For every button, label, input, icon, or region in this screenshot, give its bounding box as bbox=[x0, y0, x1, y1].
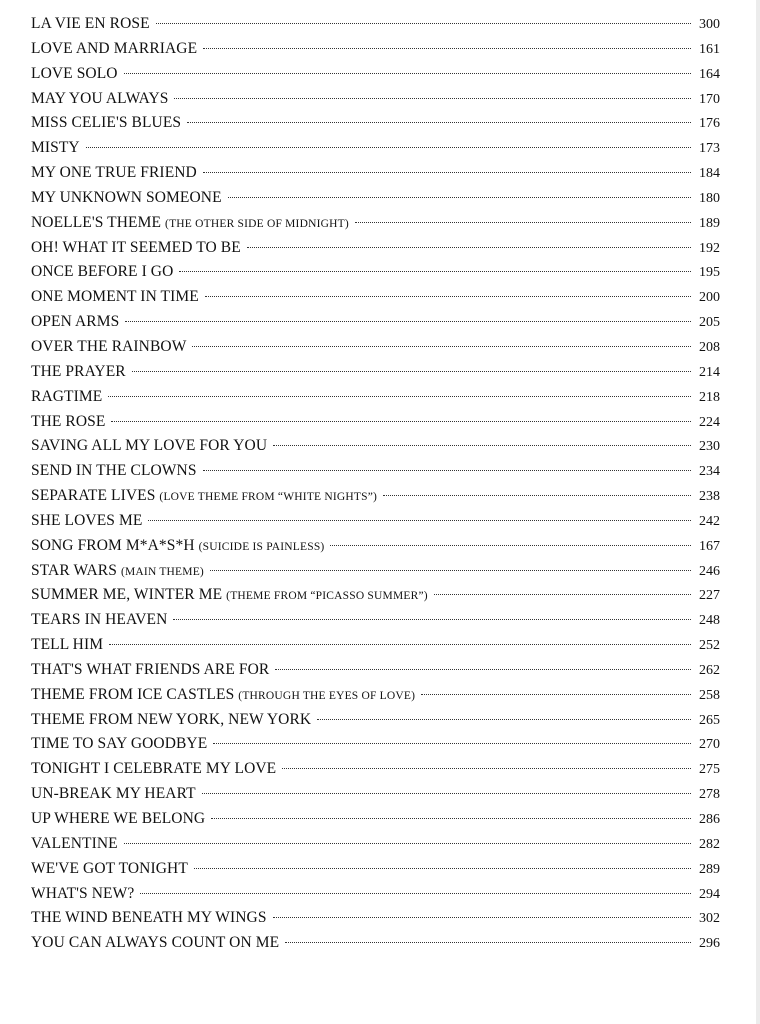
toc-entry bbox=[31, 211, 720, 236]
toc-entry bbox=[31, 161, 720, 186]
toc-entry bbox=[31, 708, 720, 733]
dot-leader bbox=[355, 222, 691, 223]
toc-entry bbox=[31, 807, 720, 832]
song-title bbox=[31, 459, 197, 484]
song-subtitle: (THEME FROM “PICASSO SUMMER”) bbox=[226, 590, 428, 603]
song-title-text: MAY YOU ALWAYS bbox=[31, 89, 169, 107]
song-title-text: THEME FROM NEW YORK, NEW YORK bbox=[31, 710, 312, 728]
song-title bbox=[31, 882, 134, 907]
song-subtitle: (SUICIDE IS PAINLESS) bbox=[198, 540, 325, 553]
dot-leader bbox=[273, 917, 691, 918]
page-number: 238 bbox=[699, 489, 720, 505]
song-title-text: ONCE BEFORE I GO bbox=[31, 263, 174, 281]
page-number: 278 bbox=[699, 787, 720, 803]
toc-entry bbox=[31, 310, 720, 335]
page-number: 167 bbox=[699, 538, 720, 554]
toc-entry bbox=[31, 335, 720, 360]
song-title bbox=[31, 285, 199, 310]
page-number: 192 bbox=[699, 240, 720, 256]
toc-entry bbox=[31, 434, 720, 459]
song-title-text: TEARS IN HEAVEN bbox=[31, 611, 168, 629]
page-number: 252 bbox=[699, 638, 720, 654]
page-number: 208 bbox=[699, 339, 720, 355]
page-number: 242 bbox=[699, 513, 720, 529]
song-title bbox=[31, 583, 428, 609]
song-title-text: NOELLE'S THEME bbox=[31, 213, 162, 231]
dot-leader bbox=[187, 122, 691, 123]
toc-entry bbox=[31, 658, 720, 683]
song-title-text: TIME TO SAY GOODBYE bbox=[31, 735, 208, 753]
page-number: 230 bbox=[699, 439, 720, 455]
song-subtitle: (LOVE THEME FROM “WHITE NIGHTS”) bbox=[159, 491, 378, 504]
page-number: 176 bbox=[699, 116, 720, 132]
song-title-text: SAVING ALL MY LOVE FOR YOU bbox=[31, 437, 268, 455]
song-title-text: SONG FROM M*A*S*H bbox=[31, 536, 195, 554]
song-title bbox=[31, 186, 222, 211]
song-title bbox=[31, 608, 167, 633]
dot-leader bbox=[202, 793, 691, 794]
song-title-text: SEPARATE LIVES bbox=[31, 487, 156, 505]
toc-entry bbox=[31, 459, 720, 484]
song-title-text: WE'VE GOT TONIGHT bbox=[31, 859, 188, 877]
toc-entry bbox=[31, 87, 720, 112]
song-title bbox=[31, 534, 324, 560]
song-subtitle: (THE OTHER SIDE OF MIDNIGHT) bbox=[165, 217, 349, 230]
song-title-text: YOU CAN ALWAYS COUNT ON ME bbox=[31, 934, 280, 952]
page-number: 246 bbox=[699, 563, 720, 579]
dot-leader bbox=[124, 843, 691, 844]
song-title-text: TELL HIM bbox=[31, 636, 104, 654]
dot-leader bbox=[210, 570, 691, 571]
page-number: 270 bbox=[699, 737, 720, 753]
toc-entry bbox=[31, 732, 720, 757]
dot-leader bbox=[228, 197, 691, 198]
dot-leader bbox=[205, 296, 691, 297]
song-title bbox=[31, 732, 207, 757]
song-title bbox=[31, 260, 173, 285]
song-title-text: LA VIE EN ROSE bbox=[31, 15, 150, 32]
page-number: 275 bbox=[699, 762, 720, 778]
song-title-text: MISTY bbox=[31, 139, 80, 157]
page-number: 248 bbox=[699, 613, 720, 629]
page-number: 258 bbox=[699, 687, 720, 703]
song-title bbox=[31, 931, 279, 956]
page-number: 262 bbox=[699, 662, 720, 678]
song-title bbox=[31, 857, 188, 882]
song-title bbox=[31, 509, 142, 534]
song-title bbox=[31, 484, 377, 510]
toc-entry bbox=[31, 410, 720, 435]
page-number: 214 bbox=[699, 364, 720, 380]
song-title-text: LOVE AND MARRIAGE bbox=[31, 39, 198, 57]
song-title bbox=[31, 807, 205, 832]
song-title bbox=[31, 708, 311, 733]
song-title bbox=[31, 385, 102, 410]
song-title-text: STAR WARS bbox=[31, 561, 117, 579]
song-title-text: THE ROSE bbox=[31, 412, 106, 430]
song-title bbox=[31, 683, 415, 709]
page-number: 205 bbox=[699, 315, 720, 331]
page-number: 282 bbox=[699, 836, 720, 852]
dot-leader bbox=[213, 743, 691, 744]
dot-leader bbox=[421, 694, 691, 695]
dot-leader bbox=[156, 23, 691, 24]
dot-leader bbox=[179, 271, 691, 272]
song-title-text: VALENTINE bbox=[31, 834, 118, 852]
toc-entry bbox=[31, 633, 720, 658]
song-title-text: THEME FROM ICE CASTLES bbox=[31, 685, 235, 703]
song-title bbox=[31, 633, 103, 658]
dot-leader bbox=[86, 147, 691, 148]
song-title-text: WHAT'S NEW? bbox=[31, 884, 135, 902]
song-title bbox=[31, 161, 197, 186]
song-title bbox=[31, 335, 186, 360]
dot-leader bbox=[203, 172, 691, 173]
toc-entry bbox=[31, 186, 720, 211]
page-number: 265 bbox=[699, 712, 720, 728]
dot-leader bbox=[275, 669, 691, 670]
song-title bbox=[31, 136, 80, 161]
page-number: 234 bbox=[699, 464, 720, 480]
song-title bbox=[31, 211, 349, 237]
dot-leader bbox=[140, 893, 691, 894]
song-title-text: THE WIND BENEATH MY WINGS bbox=[31, 909, 267, 927]
song-title bbox=[31, 12, 150, 37]
dot-leader bbox=[282, 768, 691, 769]
dot-leader bbox=[125, 321, 691, 322]
song-title-text: THAT'S WHAT FRIENDS ARE FOR bbox=[31, 660, 270, 678]
page-number: 218 bbox=[699, 389, 720, 405]
song-title bbox=[31, 906, 267, 931]
song-title-text: LOVE SOLO bbox=[31, 64, 118, 82]
toc-entry bbox=[31, 583, 720, 608]
page-number: 173 bbox=[699, 141, 720, 157]
song-title bbox=[31, 832, 118, 857]
toc-entry bbox=[31, 111, 720, 136]
page-number: 296 bbox=[699, 936, 720, 952]
page-number: 164 bbox=[699, 66, 720, 82]
dot-leader bbox=[173, 619, 691, 620]
song-title-text: ONE MOMENT IN TIME bbox=[31, 288, 199, 306]
song-subtitle: (THROUGH THE EYES OF LOVE) bbox=[238, 689, 416, 702]
page-number: 300 bbox=[699, 17, 720, 32]
dot-leader bbox=[203, 48, 691, 49]
song-title-text: OPEN ARMS bbox=[31, 313, 120, 331]
dot-leader bbox=[273, 445, 691, 446]
dot-leader bbox=[174, 98, 691, 99]
song-title-text: SEND IN THE CLOWNS bbox=[31, 462, 197, 480]
song-title bbox=[31, 782, 196, 807]
song-title-text: MY UNKNOWN SOMEONE bbox=[31, 188, 222, 206]
page-number: 189 bbox=[699, 215, 720, 231]
song-title-text: THE PRAYER bbox=[31, 362, 126, 380]
song-title bbox=[31, 360, 126, 385]
toc-entry bbox=[31, 906, 720, 931]
song-title bbox=[31, 111, 181, 136]
toc-entry bbox=[31, 782, 720, 807]
toc-entry bbox=[31, 857, 720, 882]
song-title bbox=[31, 757, 276, 782]
dot-leader bbox=[108, 396, 691, 397]
song-title-text: TONIGHT I CELEBRATE MY LOVE bbox=[31, 760, 277, 778]
page-number: 294 bbox=[699, 886, 720, 902]
table-of-contents bbox=[31, 12, 720, 956]
song-title bbox=[31, 559, 204, 585]
song-title bbox=[31, 434, 267, 459]
song-subtitle: (MAIN THEME) bbox=[120, 565, 204, 578]
toc-entry bbox=[31, 559, 720, 584]
dot-leader bbox=[383, 495, 691, 496]
page-edge bbox=[756, 0, 760, 1024]
dot-leader bbox=[111, 421, 691, 422]
dot-leader bbox=[192, 346, 691, 347]
dot-leader bbox=[203, 470, 691, 471]
toc-entry bbox=[31, 484, 720, 509]
song-title-text: RAGTIME bbox=[31, 387, 103, 405]
page-number: 161 bbox=[699, 41, 720, 57]
page-number: 180 bbox=[699, 190, 720, 206]
page-number: 286 bbox=[699, 812, 720, 827]
dot-leader bbox=[124, 73, 691, 74]
song-title bbox=[31, 37, 197, 62]
toc-entry bbox=[31, 12, 720, 37]
dot-leader bbox=[132, 371, 691, 372]
page-number: 224 bbox=[699, 414, 720, 430]
song-title-text: OH! WHAT IT SEEMED TO BE bbox=[31, 238, 241, 256]
song-title bbox=[31, 658, 269, 683]
dot-leader bbox=[148, 520, 691, 521]
page-number: 227 bbox=[699, 588, 720, 604]
dot-leader bbox=[317, 719, 691, 720]
song-title bbox=[31, 410, 105, 435]
page-number: 195 bbox=[699, 265, 720, 281]
song-title-text: OVER THE RAINBOW bbox=[31, 337, 187, 355]
toc-entry bbox=[31, 832, 720, 857]
dot-leader bbox=[285, 942, 691, 943]
toc-entry bbox=[31, 62, 720, 87]
toc-entry bbox=[31, 882, 720, 907]
toc-entry bbox=[31, 683, 720, 708]
dot-leader bbox=[247, 247, 691, 248]
dot-leader bbox=[194, 868, 691, 869]
song-title-text: SHE LOVES ME bbox=[31, 511, 143, 529]
toc-entry bbox=[31, 360, 720, 385]
dot-leader bbox=[109, 644, 691, 645]
toc-entry bbox=[31, 608, 720, 633]
dot-leader bbox=[330, 545, 691, 546]
dot-leader bbox=[211, 818, 691, 819]
page-number: 302 bbox=[699, 911, 720, 927]
toc-entry bbox=[31, 534, 720, 559]
toc-entry bbox=[31, 260, 720, 285]
dot-leader bbox=[434, 594, 691, 595]
song-title-text: MISS CELIE'S BLUES bbox=[31, 114, 182, 132]
toc-entry bbox=[31, 37, 720, 62]
toc-entry bbox=[31, 385, 720, 410]
song-title bbox=[31, 310, 119, 335]
toc-entry bbox=[31, 136, 720, 161]
page-number: 200 bbox=[699, 290, 720, 306]
song-title-text: UN-BREAK MY HEART bbox=[31, 785, 196, 803]
page-number: 184 bbox=[699, 166, 720, 182]
song-title-text: UP WHERE WE BELONG bbox=[31, 810, 206, 827]
toc-entry bbox=[31, 285, 720, 310]
song-title-text: SUMMER ME, WINTER ME bbox=[31, 586, 223, 604]
page-number: 289 bbox=[699, 861, 720, 877]
toc-entry bbox=[31, 757, 720, 782]
song-title bbox=[31, 62, 118, 87]
toc-entry bbox=[31, 931, 720, 956]
page-number: 170 bbox=[699, 91, 720, 107]
song-title bbox=[31, 87, 168, 112]
toc-entry bbox=[31, 236, 720, 261]
toc-entry bbox=[31, 509, 720, 534]
song-title bbox=[31, 236, 241, 261]
song-title-text: MY ONE TRUE FRIEND bbox=[31, 164, 197, 182]
